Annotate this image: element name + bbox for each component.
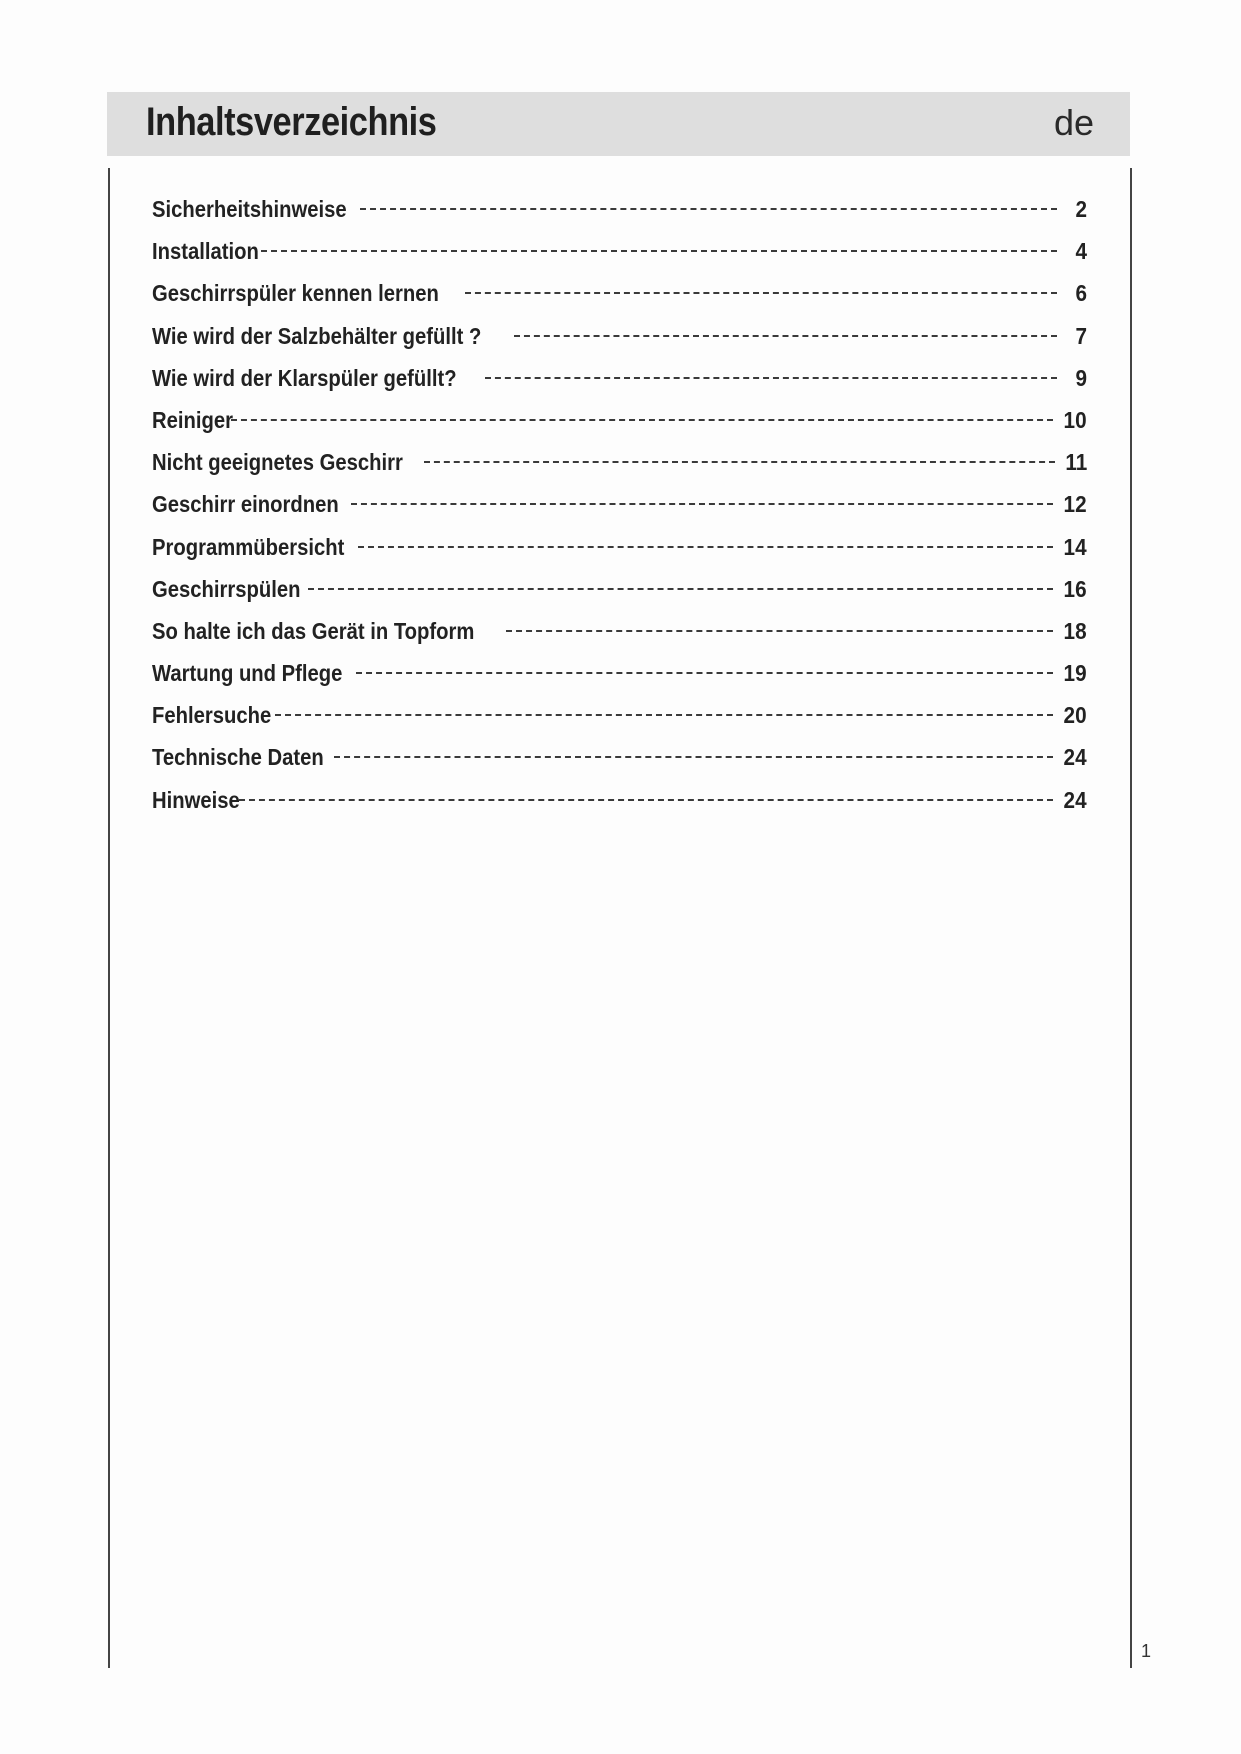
toc-leader-dashes [358, 546, 1054, 548]
toc-entry[interactable] [152, 744, 1087, 786]
toc-entry[interactable] [152, 618, 1087, 660]
toc-entry-page: 18 [1063, 617, 1087, 644]
toc-leader-dashes [275, 714, 1054, 716]
left-margin-rule [108, 168, 110, 1668]
page-number: 1 [1141, 1641, 1152, 1661]
toc-entry-page: 7 [1075, 322, 1087, 349]
toc-entry-page: 2 [1075, 196, 1087, 222]
toc-entry-title: Wartung und Pflege [152, 660, 343, 687]
toc-leader-dashes [231, 419, 1053, 421]
toc-entry-page: 12 [1063, 491, 1087, 518]
toc-leader-dashes [424, 461, 1054, 463]
toc-entry-title: Wie wird der Klarspüler gefüllt? [152, 364, 457, 391]
table-of-contents [152, 196, 1087, 829]
toc-entry-page: 10 [1063, 406, 1087, 433]
toc-entry[interactable] [152, 365, 1087, 407]
toc-entry-title: Technische Daten [152, 744, 324, 771]
toc-entry-page: 19 [1063, 660, 1087, 687]
toc-entry-page: 24 [1063, 744, 1087, 771]
toc-entry[interactable] [152, 660, 1087, 702]
toc-leader-dashes [514, 335, 1057, 337]
toc-entry-page: 9 [1075, 364, 1087, 391]
language-code: de [1053, 102, 1094, 143]
toc-leader-dashes [351, 503, 1053, 505]
toc-leader-dashes [465, 292, 1057, 294]
page-title: Inhaltsverzeichnis [146, 100, 437, 144]
toc-entry[interactable] [152, 238, 1087, 280]
right-margin-rule [1130, 168, 1132, 1668]
toc-entry-title: Wie wird der Salzbehälter gefüllt ? [152, 322, 482, 349]
toc-entry-title: Programmübersicht [152, 533, 345, 560]
toc-leader-dashes [360, 208, 1057, 210]
toc-entry[interactable] [152, 576, 1087, 618]
toc-entry-page: 11 [1065, 449, 1087, 476]
toc-entry-title: Nicht geeignetes Geschirr [152, 449, 403, 476]
toc-leader-dashes [356, 672, 1054, 674]
toc-entry-title: Fehlersuche [152, 702, 272, 729]
toc-entry-title: Hinweise [152, 786, 240, 813]
toc-entry[interactable] [152, 491, 1087, 533]
toc-entry-page: 24 [1063, 786, 1087, 813]
toc-entry-title: Reiniger [152, 406, 233, 433]
toc-entry-page: 4 [1075, 238, 1087, 265]
toc-entry[interactable] [152, 196, 1087, 238]
toc-leader-dashes [261, 250, 1057, 252]
toc-entry-title: Geschirrspülen [152, 575, 301, 602]
toc-entry-page: 6 [1075, 280, 1087, 307]
toc-entry-page: 16 [1063, 575, 1087, 602]
toc-entry[interactable] [152, 323, 1087, 365]
toc-entry[interactable] [152, 702, 1087, 744]
toc-entry[interactable] [152, 280, 1087, 322]
toc-entry[interactable] [152, 449, 1087, 491]
toc-leader-dashes [239, 799, 1053, 801]
toc-entry-title: Geschirrspüler kennen lernen [152, 280, 439, 307]
toc-entry-title: Geschirr einordnen [152, 491, 339, 518]
toc-entry[interactable] [152, 534, 1087, 576]
toc-leader-dashes [506, 630, 1054, 632]
toc-leader-dashes [334, 756, 1053, 758]
toc-entry-page: 14 [1063, 533, 1087, 560]
toc-entry[interactable] [152, 407, 1087, 449]
toc-entry-title: Sicherheitshinweise [152, 196, 347, 222]
toc-entry-title: Installation [152, 238, 259, 265]
toc-leader-dashes [308, 588, 1053, 590]
toc-entry-title: So halte ich das Gerät in Topform [152, 617, 475, 644]
toc-entry[interactable] [152, 787, 1087, 829]
toc-leader-dashes [485, 377, 1057, 379]
header-band [107, 92, 1130, 156]
toc-entry-page: 20 [1063, 702, 1087, 729]
